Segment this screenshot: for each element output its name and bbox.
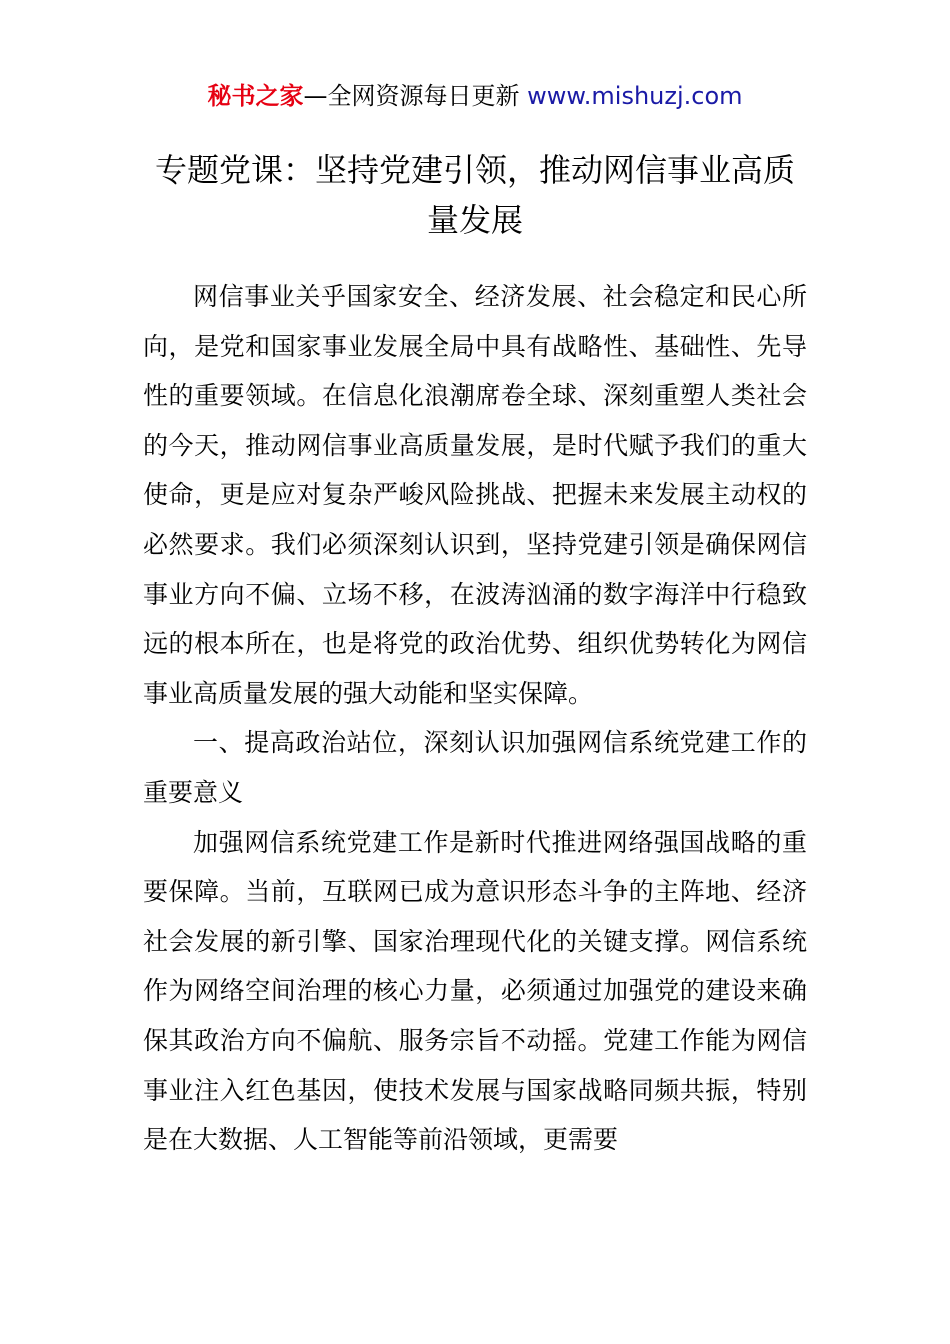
header-tagline: —全网资源每日更新 — [303, 82, 520, 110]
title-line-1: 专题党课：坚持党建引领，推动网信事业高质 — [154, 151, 795, 190]
intro-paragraph: 网信事业关乎国家安全、经济发展、社会稳定和民心所向，是党和国家事业发展全局中具有战略性、基础性、先导性的重要领域。在信息化浪潮席卷全球、深刻重塑人类社会的今天，推动网信事业高质量发展，是时代赋予我们的重大使命，更是应对复杂严峻风险挑战、把握未来发展主动权的必然要求。我们必须深刻认识到，坚持党建引领是确保网信事业方向不偏、立场不移，在波涛汹涌的数字海洋中行稳致远的根本所在，也是将党的政治优势、组织优势转化为网信事业高质量发展的强大动能和坚实保障。 — [143, 282, 807, 708]
document-body — [143, 272, 807, 1165]
body-paragraph: 加强网信系统党建工作是新时代推进网络强国战略的重要保障。当前，互联网已成为意识形态斗争的主阵地、经济社会发展的新引擎、国家治理现代化的关键支撑。网信系统作为网络空间治理的核心力量，必须通过加强党的建设来确保其政治方向不偏航、服务宗旨不动摇。党建工作能为网信事业注入红色基因，使技术发展与国家战略同频共振，特别是在大数据、人工智能等前沿领域，更需要 — [143, 827, 807, 1155]
section-heading-1: 一、提高政治站位，深刻认识加强网信系统党建工作的重要意义 — [143, 728, 807, 807]
title-line-2: 量发展 — [426, 201, 523, 240]
site-url-link[interactable]: www.mishuzj.com — [527, 82, 743, 110]
brand-name: 秘书之家 — [207, 82, 304, 110]
site-header — [0, 80, 950, 112]
document-title — [100, 145, 850, 245]
